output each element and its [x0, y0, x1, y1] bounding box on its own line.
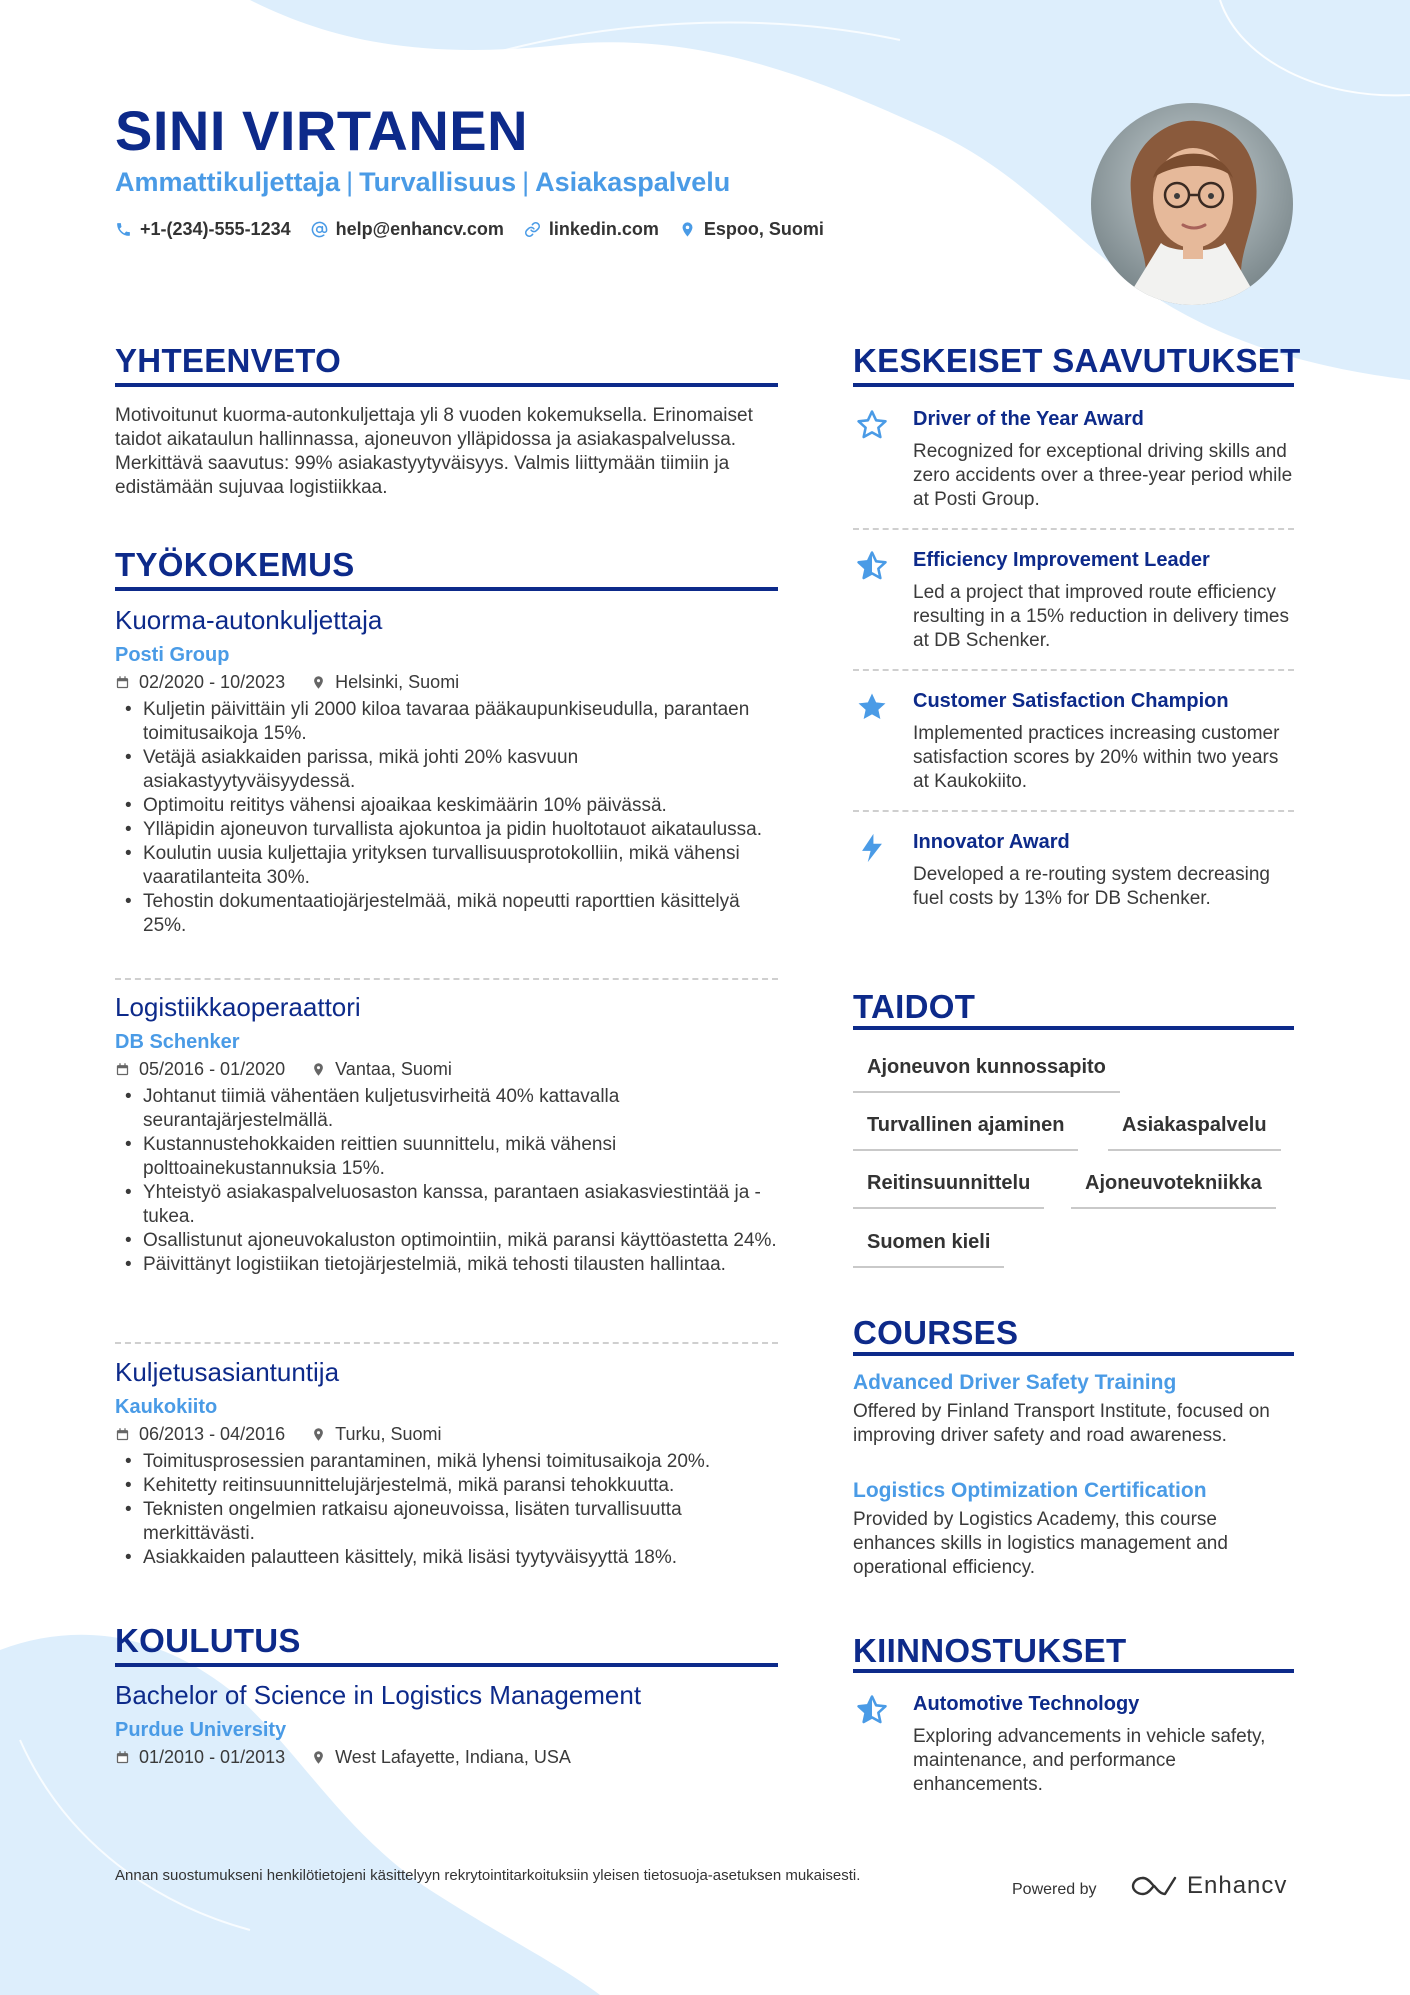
job-location-text: Helsinki, Suomi [335, 672, 460, 692]
job-title: Kuorma-autonkuljettaja [115, 605, 383, 635]
job-company: DB Schenker [115, 1031, 240, 1053]
job-title: Kuljetusasiantuntija [115, 1357, 340, 1387]
linkedin-text: linkedin.com [548, 219, 659, 239]
achievement-item [853, 406, 1294, 512]
location-pin-icon [311, 1062, 326, 1077]
location-pin-icon [311, 1750, 326, 1765]
enhancv-logo[interactable] [1131, 1872, 1287, 1900]
job-meta [115, 1057, 778, 1081]
link-icon [524, 221, 541, 238]
candidate-name: SINI VIRTANEN [115, 99, 529, 162]
summary-heading: YHTEENVETO [115, 342, 342, 379]
job-bullets [115, 698, 778, 938]
consent-note: Annan suostumukseni henkilötietojeni käsittelyyn rekrytointitarkoituksiin yleisen tietosuoja-asetuksen mukaisesti. [115, 1867, 861, 1884]
job-meta [115, 1422, 778, 1446]
section-rule [115, 1663, 778, 1667]
list-item: • Asiakkaiden palautteen käsittely, mikä lisäsi tyytyväisyyttä 18%. [115, 1546, 778, 1570]
list-item: • Yhteistyö asiakaspalveluosaston kanssa, parantaen asiakasviestintää ja -tukea. [115, 1181, 778, 1229]
summary-text: Motivoitunut kuorma-autonkuljettaja yli 8 vuoden kokemuksella. Erinomaiset taidot aikataulun hallinnassa, ajoneuvon ylläpidossa ja asiakaspalvelussa. Merkittävä saavutus: 99% asiakastyytyväisyys. Valmis liittymään tiimiin ja edistämään sujuvaa logistiikkaa. [115, 405, 753, 498]
job-location [311, 670, 459, 694]
education-dates-text: 01/2010 - 01/2013 [139, 1747, 286, 1767]
divider [853, 528, 1294, 530]
list-item: • Koulutin uusia kuljettajia yrityksen turvallisuusprotokolliin, mikä vähensi vaaratilanteita 30%. [115, 842, 778, 890]
tagline-item: Ammattikuljettaja [115, 167, 341, 197]
list-item: • Päivittänyt logistiikan tietojärjestelmiä, mikä tehosti tilausten hallintaa. [115, 1253, 778, 1277]
lightning-icon [855, 831, 889, 865]
course-desc: Provided by Logistics Academy, this course enhances skills in logistics management and operational efficiency. [853, 1509, 1228, 1578]
avatar [1091, 103, 1293, 305]
contact-email[interactable] [311, 219, 504, 240]
achievement-desc: Implemented practices increasing customer satisfaction scores by 20% within two years at Kaukokiito. [913, 723, 1280, 792]
brand-name: Enhancv [1187, 1872, 1288, 1899]
job-dates [115, 670, 285, 694]
skill-tag: Ajoneuvon kunnossapito [853, 1053, 1120, 1093]
tagline-item: Turvallisuus [359, 167, 517, 197]
section-rule [853, 1026, 1294, 1030]
list-item: • Kuljetin päivittäin yli 2000 kiloa tavaraa pääkaupunkiseudulla, parantaen toimitusaikoja 15%. [115, 698, 778, 746]
job-dates-text: 05/2016 - 01/2020 [139, 1059, 286, 1079]
job-dates [115, 1422, 285, 1446]
job-bullets [115, 1085, 778, 1277]
experience-heading: TYÖKOKEMUS [115, 546, 355, 583]
list-item: • Kustannustehokkaiden reittien suunnittelu, mikä vähensi polttoainekustannuksia 15%. [115, 1133, 778, 1181]
job-location [311, 1422, 441, 1446]
education-dates [115, 1745, 285, 1769]
job-title: Logistiikkaoperaattori [115, 992, 361, 1022]
job-location [311, 1057, 452, 1081]
experience-item [115, 991, 778, 1277]
tagline-separator: | [346, 167, 354, 197]
location-pin-icon [679, 221, 696, 238]
job-dates [115, 1057, 285, 1081]
interest-item [853, 1691, 1294, 1797]
education-item [115, 1679, 778, 1769]
location-text: Espoo, Suomi [703, 219, 824, 239]
course-title: Logistics Optimization Certification [853, 1479, 1207, 1502]
job-company: Posti Group [115, 644, 230, 666]
skill-tag: Ajoneuvotekniikka [1071, 1169, 1276, 1209]
job-meta [115, 670, 778, 694]
star-half-icon [855, 1693, 889, 1727]
achievement-desc: Developed a re-routing system decreasing fuel costs by 13% for DB Schenker. [913, 864, 1270, 909]
star-filled-icon [855, 690, 889, 724]
section-rule [115, 587, 778, 591]
skill-tag: Reitinsuunnittelu [853, 1169, 1044, 1209]
list-item: • Tehostin dokumentaatiojärjestelmää, mikä nopeutti raporttien käsittelyä 25%. [115, 890, 778, 938]
job-company: Kaukokiito [115, 1396, 218, 1418]
skill-tag: Suomen kieli [853, 1228, 1004, 1268]
enhancv-logo-icon [1131, 1874, 1177, 1898]
job-dates-text: 02/2020 - 10/2023 [139, 672, 286, 692]
job-location-text: Vantaa, Suomi [335, 1059, 452, 1079]
course-title: Advanced Driver Safety Training [853, 1371, 1177, 1394]
job-location-text: Turku, Suomi [335, 1424, 442, 1444]
list-item: • Osallistunut ajoneuvokaluston optimointiin, mikä paransi käyttöastetta 24%. [115, 1229, 778, 1253]
interest-desc: Exploring advancements in vehicle safety, maintenance, and performance enhancements. [913, 1726, 1266, 1795]
job-dates-text: 06/2013 - 04/2016 [139, 1424, 286, 1444]
calendar-icon [115, 1427, 130, 1442]
achievement-item [853, 829, 1294, 911]
location-pin-icon [311, 675, 326, 690]
school-name: Purdue University [115, 1719, 287, 1741]
email-text: help@enhancv.com [335, 219, 504, 239]
list-item: • Vetäjä asiakkaiden parissa, mikä johti 20% kasvuun asiakastyytyväisyydessä. [115, 746, 778, 794]
divider [115, 978, 778, 980]
achievement-title: Innovator Award [913, 831, 1070, 853]
powered-by-label: Powered by [1012, 1881, 1097, 1898]
phone-icon [115, 221, 132, 238]
course-item [853, 1369, 1294, 1448]
achievement-title: Customer Satisfaction Champion [913, 690, 1229, 712]
achievement-item [853, 547, 1294, 653]
list-item: • Optimoitu reititys vähensi ajoaikaa keskimäärin 10% päivässä. [115, 794, 778, 818]
job-bullets [115, 1450, 778, 1570]
section-rule [115, 383, 778, 387]
course-item [853, 1477, 1294, 1580]
skill-tag: Turvallinen ajaminen [853, 1111, 1078, 1151]
tagline-item: Asiakaspalvelu [535, 167, 731, 197]
list-item: • Kehitetty reitinsuunnittelujärjestelmä, mikä paransi tehokkuutta. [115, 1474, 778, 1498]
contact-location [679, 219, 824, 240]
education-meta [115, 1745, 778, 1769]
education-location [311, 1745, 571, 1769]
interests-heading: KIINNOSTUKSET [853, 1632, 1127, 1669]
skills-heading: TAIDOT [853, 988, 976, 1025]
experience-item [115, 1356, 778, 1570]
achievement-title: Driver of the Year Award [913, 408, 1144, 430]
course-desc: Offered by Finland Transport Institute, focused on improving driver safety and road awareness. [853, 1401, 1270, 1446]
list-item: • Johtanut tiimiä vähentäen kuljetusvirheitä 40% kattavalla seurantajärjestelmällä. [115, 1085, 778, 1133]
tagline [115, 167, 730, 198]
calendar-icon [115, 675, 130, 690]
interest-title: Automotive Technology [913, 1693, 1140, 1715]
star-half-icon [855, 549, 889, 583]
skill-tag: Asiakaspalvelu [1108, 1111, 1281, 1151]
list-item: • Teknisten ongelmien ratkaisu ajoneuvoissa, lisäten turvallisuutta merkittävästi. [115, 1498, 778, 1546]
achievement-desc: Led a project that improved route efficiency resulting in a 15% reduction in delivery times at DB Schenker. [913, 582, 1289, 651]
education-location-text: West Lafayette, Indiana, USA [335, 1747, 571, 1767]
section-rule [853, 1352, 1294, 1356]
calendar-icon [115, 1062, 130, 1077]
achievement-item [853, 688, 1294, 794]
star-outline-icon [855, 408, 889, 442]
tagline-separator: | [522, 167, 530, 197]
courses-heading: COURSES [853, 1314, 1019, 1351]
list-item: • Ylläpidin ajoneuvon turvallista ajokuntoa ja pidin huoltotauot aikataulussa. [115, 818, 778, 842]
profile-photo [1091, 103, 1293, 305]
achievements-heading: KESKEISET SAAVUTUKSET [853, 342, 1301, 379]
section-rule [853, 1669, 1294, 1673]
experience-item [115, 604, 778, 938]
location-pin-icon [311, 1427, 326, 1442]
divider [115, 1342, 778, 1344]
list-item: • Toimitusprosessien parantaminen, mikä lyhensi toimitusaikoja 20%. [115, 1450, 778, 1474]
contact-phone[interactable] [115, 219, 291, 240]
section-rule [853, 383, 1294, 387]
contact-linkedin[interactable] [524, 219, 659, 240]
divider [853, 669, 1294, 671]
education-heading: KOULUTUS [115, 1622, 301, 1659]
phone-text: +1-(234)-555-1234 [140, 219, 291, 239]
achievement-title: Efficiency Improvement Leader [913, 549, 1210, 571]
divider [853, 810, 1294, 812]
achievement-desc: Recognized for exceptional driving skills and zero accidents over a three-year period while at Posti Group. [913, 441, 1293, 510]
calendar-icon [115, 1750, 130, 1765]
at-sign-icon [311, 221, 328, 238]
degree-title: Bachelor of Science in Logistics Management [115, 1680, 642, 1710]
contact-row [115, 219, 824, 240]
